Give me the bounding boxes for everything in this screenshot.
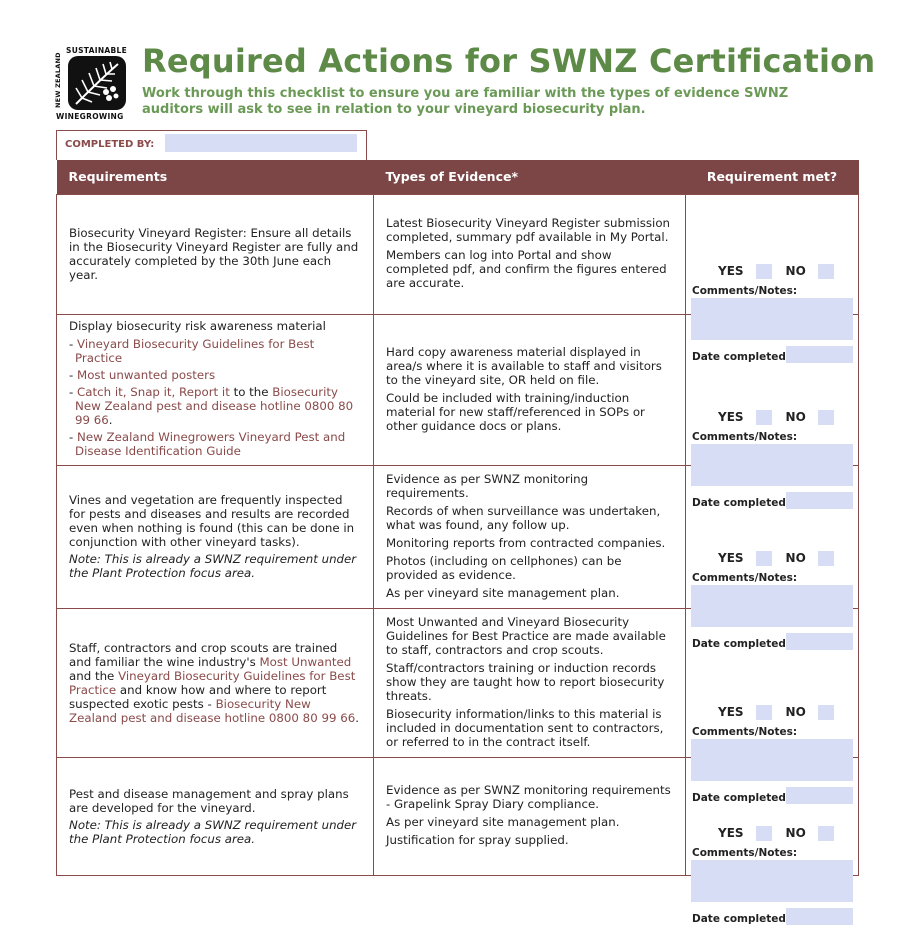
completed-by-input[interactable] bbox=[165, 134, 357, 152]
completed-by-label: COMPLETED BY: bbox=[65, 139, 155, 150]
guidelines-link[interactable]: Vineyard Biosecurity Guidelines for Best Practice bbox=[75, 336, 315, 365]
hotline-link[interactable]: Biosecurity New Zealand pest and disease hotline 0800 80 99 66 bbox=[75, 384, 354, 427]
yes-checkbox[interactable] bbox=[756, 551, 772, 566]
requirement-cell bbox=[57, 757, 374, 875]
requirement-met-cell bbox=[686, 314, 859, 509]
evidence-item: As per vineyard site management plan. bbox=[386, 585, 620, 600]
list-punctuation: . bbox=[108, 412, 113, 427]
logo-bottom-text: WINEGROWING bbox=[56, 112, 124, 121]
evidence-item: Photos (including on cellphones) can be provided as evidence. bbox=[386, 553, 622, 582]
no-checkbox[interactable] bbox=[818, 705, 834, 720]
yes-checkbox[interactable] bbox=[756, 826, 772, 841]
logo-top-text: SUSTAINABLE bbox=[66, 46, 128, 55]
evidence-item: Monitoring reports from contracted companies. bbox=[386, 535, 666, 550]
requirement-text-part: Staff, contractors and crop scouts are trained and familiar the wine industry's bbox=[69, 640, 338, 669]
evidence-item: Hard copy awareness material displayed in area/s where it is available to staff and visitors to the vineyard site, OR held on file. bbox=[386, 344, 662, 387]
evidence-item: Most Unwanted and Vineyard Biosecurity Guidelines for Best Practice are made available to staff, contractors and crop scouts. bbox=[386, 614, 666, 657]
comments-label: Comments/Notes: bbox=[692, 430, 798, 443]
yes-label: YES bbox=[718, 409, 744, 424]
list-item: - New Zealand Winegrowers Vineyard Pest and Disease Identification Guide bbox=[69, 429, 346, 458]
awareness-material-list bbox=[69, 337, 361, 458]
yes-label: YES bbox=[718, 550, 744, 565]
comments-input[interactable] bbox=[691, 860, 853, 902]
requirement-text-part: . bbox=[355, 710, 359, 725]
evidence-item: Biosecurity information/links to this material is included in documentation sent to contractors, or referred to in the contract itself. bbox=[386, 706, 664, 749]
yes-no-row bbox=[718, 705, 848, 720]
yes-no-row bbox=[718, 551, 848, 566]
requirement-text bbox=[69, 641, 361, 725]
page-subtitle: Work through this checklist to ensure you are familiar with the types of evidence SWNZ auditors will ask to see in relation to your vineyard biosecurity plan. bbox=[142, 86, 789, 117]
evidence-cell bbox=[374, 757, 686, 875]
requirement-met-cell bbox=[686, 465, 859, 650]
comments-label: Comments/Notes: bbox=[692, 571, 798, 584]
evidence-item: Evidence as per SWNZ monitoring requirements - Grapelink Spray Diary compliance. bbox=[386, 783, 671, 811]
requirement-cell bbox=[57, 608, 374, 757]
fern-logo-icon bbox=[68, 56, 126, 110]
catch-it-link[interactable]: Catch it, Snap it, Report it bbox=[77, 384, 230, 399]
table-row bbox=[57, 194, 859, 314]
requirement-met-cell bbox=[686, 608, 859, 804]
evidence-item: Staff/contractors training or induction records show they are taught how to report biosecurity threats. bbox=[386, 660, 665, 703]
requirement-text: Vines and vegetation are frequently inspected for pests and diseases and results are recorded even when nothing is found (this can be done in conjunction with other vineyard tasks). bbox=[69, 493, 355, 549]
list-item: - Most unwanted posters bbox=[69, 367, 216, 382]
date-completed-input[interactable] bbox=[786, 908, 853, 925]
yes-no-row bbox=[718, 826, 848, 841]
no-checkbox[interactable] bbox=[818, 410, 834, 425]
date-completed-label: Date completed bbox=[692, 913, 786, 925]
evidence-cell bbox=[374, 314, 686, 465]
yes-checkbox[interactable] bbox=[756, 410, 772, 425]
evidence-item: Evidence as per SWNZ monitoring requirements. bbox=[386, 471, 589, 500]
requirement-note: Note: This is already a SWNZ requirement under the Plant Protection focus area. bbox=[69, 552, 357, 580]
page-title: Required Actions for SWNZ Certification bbox=[142, 42, 876, 80]
no-label: NO bbox=[785, 826, 806, 840]
no-checkbox[interactable] bbox=[818, 826, 834, 841]
requirement-cell bbox=[57, 465, 374, 608]
yes-label: YES bbox=[718, 704, 744, 719]
hotline-link[interactable]: Biosecurity New Zealand pest and disease hotline 0800 80 99 66 bbox=[69, 696, 356, 725]
list-connector-text: to the bbox=[229, 384, 273, 399]
evidence-item: Justification for spray supplied. bbox=[386, 833, 569, 847]
pest-id-guide-link[interactable]: New Zealand Winegrowers Vineyard Pest and Disease Identification Guide bbox=[75, 429, 346, 458]
evidence-item: Could be included with training/induction material for new staff/referenced in SOPs or other guidance docs or plans. bbox=[386, 390, 645, 433]
requirement-met-cell bbox=[686, 757, 859, 925]
requirement-text: Biosecurity Vineyard Register: Ensure all details in the Biosecurity Vineyard Register are fully and accurately completed by the 30th June each year. bbox=[69, 226, 359, 282]
evidence-cell bbox=[374, 608, 686, 757]
comments-label: Comments/Notes: bbox=[692, 847, 798, 859]
no-checkbox[interactable] bbox=[818, 551, 834, 566]
evidence-item: Members can log into Portal and show completed pdf, and confirm the figures entered are accurate. bbox=[386, 248, 667, 290]
table-row bbox=[57, 757, 859, 875]
date-completed-label: Date completed bbox=[692, 637, 786, 650]
requirement-note: Note: This is already a SWNZ requirement under the Plant Protection focus area. bbox=[69, 817, 357, 846]
no-label: NO bbox=[785, 264, 806, 278]
logo-side-text: NEW ZEALAND bbox=[54, 52, 62, 108]
evidence-item: As per vineyard site management plan. bbox=[386, 815, 620, 829]
yes-label: YES bbox=[718, 264, 744, 278]
list-item: - Catch it, Snap it, Report it to the Biosecurity New Zealand pest and disease hotline 0800 80 99 66. bbox=[69, 384, 354, 427]
requirement-cell bbox=[57, 194, 374, 314]
guidelines-link[interactable]: Vineyard Biosecurity Guidelines for Best Practice bbox=[69, 668, 356, 697]
yes-checkbox[interactable] bbox=[756, 264, 772, 279]
table-header-row bbox=[57, 160, 859, 194]
most-unwanted-link[interactable]: Most Unwanted bbox=[259, 654, 352, 669]
yes-label: YES bbox=[718, 826, 744, 840]
col-header-requirements: Requirements bbox=[57, 160, 374, 194]
requirement-text: Display biosecurity risk awareness material bbox=[69, 318, 326, 333]
evidence-cell bbox=[374, 194, 686, 314]
yes-no-row bbox=[718, 410, 848, 425]
no-label: NO bbox=[785, 704, 806, 719]
col-header-evidence: Types of Evidence* bbox=[374, 160, 686, 194]
table-row bbox=[57, 465, 859, 608]
requirement-text: Pest and disease management and spray plans are developed for the vineyard. bbox=[69, 786, 349, 815]
requirement-cell bbox=[57, 314, 374, 465]
evidence-cell bbox=[374, 465, 686, 608]
swnz-logo bbox=[54, 46, 126, 122]
completed-by-section bbox=[56, 130, 367, 160]
evidence-item: Records of when surveillance was undertaken, what was found, any follow up. bbox=[386, 503, 661, 532]
requirement-text-part: and the bbox=[69, 668, 119, 683]
no-label: NO bbox=[785, 550, 806, 565]
requirement-met-cell bbox=[686, 194, 859, 363]
requirement-text-part: and know how and where to report suspected exotic pests - bbox=[69, 682, 327, 711]
evidence-item: Latest Biosecurity Vineyard Register submission completed, summary pdf available in My Portal. bbox=[386, 216, 671, 244]
yes-no-row bbox=[718, 264, 848, 279]
date-completed-label: Date completed bbox=[692, 496, 786, 509]
table-row bbox=[57, 608, 859, 757]
date-completed-label: Date completed bbox=[692, 791, 786, 804]
comments-label: Comments/Notes: bbox=[692, 285, 798, 297]
table-row bbox=[57, 314, 859, 465]
checklist-table bbox=[56, 160, 859, 925]
date-completed-label: Date completed bbox=[692, 351, 786, 363]
no-checkbox[interactable] bbox=[818, 264, 834, 279]
yes-checkbox[interactable] bbox=[756, 705, 772, 720]
most-unwanted-posters-link[interactable]: Most unwanted posters bbox=[77, 367, 216, 382]
comments-label: Comments/Notes: bbox=[692, 725, 798, 738]
col-header-requirement-met: Requirement met? bbox=[686, 160, 859, 194]
list-item: - Vineyard Biosecurity Guidelines for Best Practice bbox=[69, 336, 315, 365]
no-label: NO bbox=[785, 409, 806, 424]
